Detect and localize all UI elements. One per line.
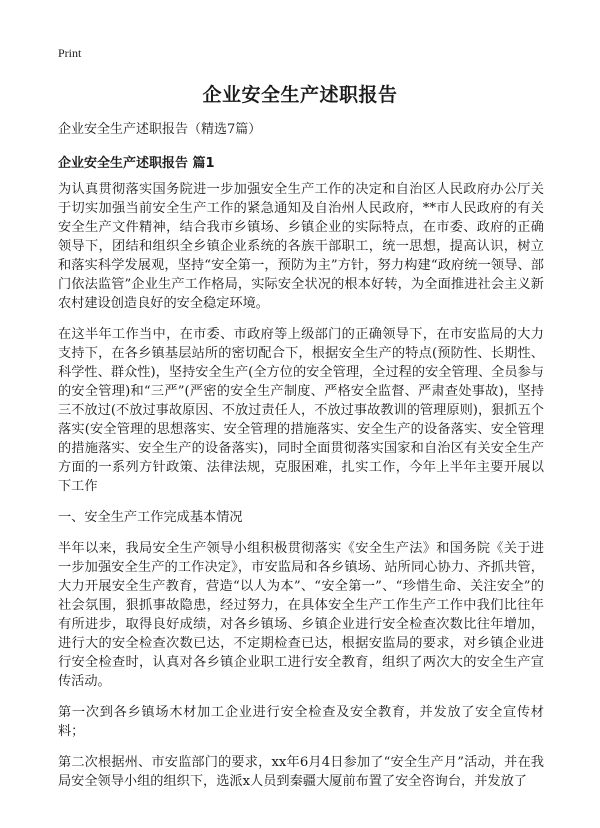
section-heading: 企业安全生产述职报告 篇1 [58,156,215,171]
paragraph-first-inspection: 第一次到各乡镇场木材加工企业进行安全检查及安全教育，并发放了安全宣传材料； [58,705,544,739]
document-subtitle: 企业安全生产述职报告（精选7篇） [58,122,262,137]
print-link[interactable]: Print [58,46,82,60]
document-body [58,180,544,803]
paragraph-work-overview: 在这半年工作当中，在市委、市政府等上级部门的正确领导下，在市安监局的大力支持下，在各乡镇基层站所的密切配合下，根据安全生产的特点(预防性、长期性、科学性、群众性)，坚持安全生产(全方位的安全管理，全过程的安全管理、全员参与的安全管理)和“三严”(严密的安全生产制度、严格安全监督、严肃查处事故)，坚持三不放过(不放过事故原因、不放过责任人，不放过事故教训的管理原则)，狠抓五个落实(安全管理的思想落实、安全管理的措施落实、安全生产的设备落实、安全管理的措施落实、安全生产的设备落实)，同时全面贯彻落实国家和自治区有关安全生产方面的一系列方针政策、法律法规，克服困难，扎实工作，今年上半年主要开展以下工作 [58,327,544,494]
paragraph-intro: 为认真贯彻落实国务院进一步加强安全生产工作的决定和自治区人民政府办公厅关于切实加强当前安全生产工作的紧急通知及自治州人民政府，**市人民政府的有关安全生产文件精神，结合我市乡镇场、乡镇企业的实际特点，在市委、政府的正确领导下，团结和组织全乡镇企业系统的各族干部职工，统一思想，提高认识，树立和落实科学发展观，坚持“安全第一，预防为主”方针，努力构建“政府统一领导、部门依法监管”企业生产工作格局，实际安全状况的根本好转，为全面推进社会主义新农村建设创造良好的安全稳定环境。 [58,182,544,311]
subsection-heading: 一、安全生产工作完成基本情况 [58,510,243,525]
paragraph-half-year: 半年以来，我局安全生产领导小组积极贯彻落实《安全生产法》和国务院《关于进一步加强安全生产的工作决定》，市安监局和各乡镇场、站所同心协力、齐抓共管，大力开展安全生产教育，营造“以人为本”、“安全第一”、“珍惜生命、关注安全”的社会氛围，狠抓事故隐患，经过努力，在具体安全生产工作生产工作中我们比往年有所进步，取得良好成绩，对各乡镇场、乡镇企业进行安全检查次数比往年增加，进行大的安全检查次数已达，不定期检查已达，根据安监局的要求，对乡镇企业进行安全检查时，认真对各乡镇企业职工进行安全教育，组织了两次大的安全生产宣传活动。 [58,541,544,689]
paragraph-second-inspection: 第二次根据州、市安监部门的要求，xx年6月4日参加了“安全生产月”活动，并在我局安全领导小组的组织下，选派x人员到秦疆大厦前布置了安全咨询台，并发放了 [58,755,544,789]
document-title: 企业安全生产述职报告 [202,84,398,106]
